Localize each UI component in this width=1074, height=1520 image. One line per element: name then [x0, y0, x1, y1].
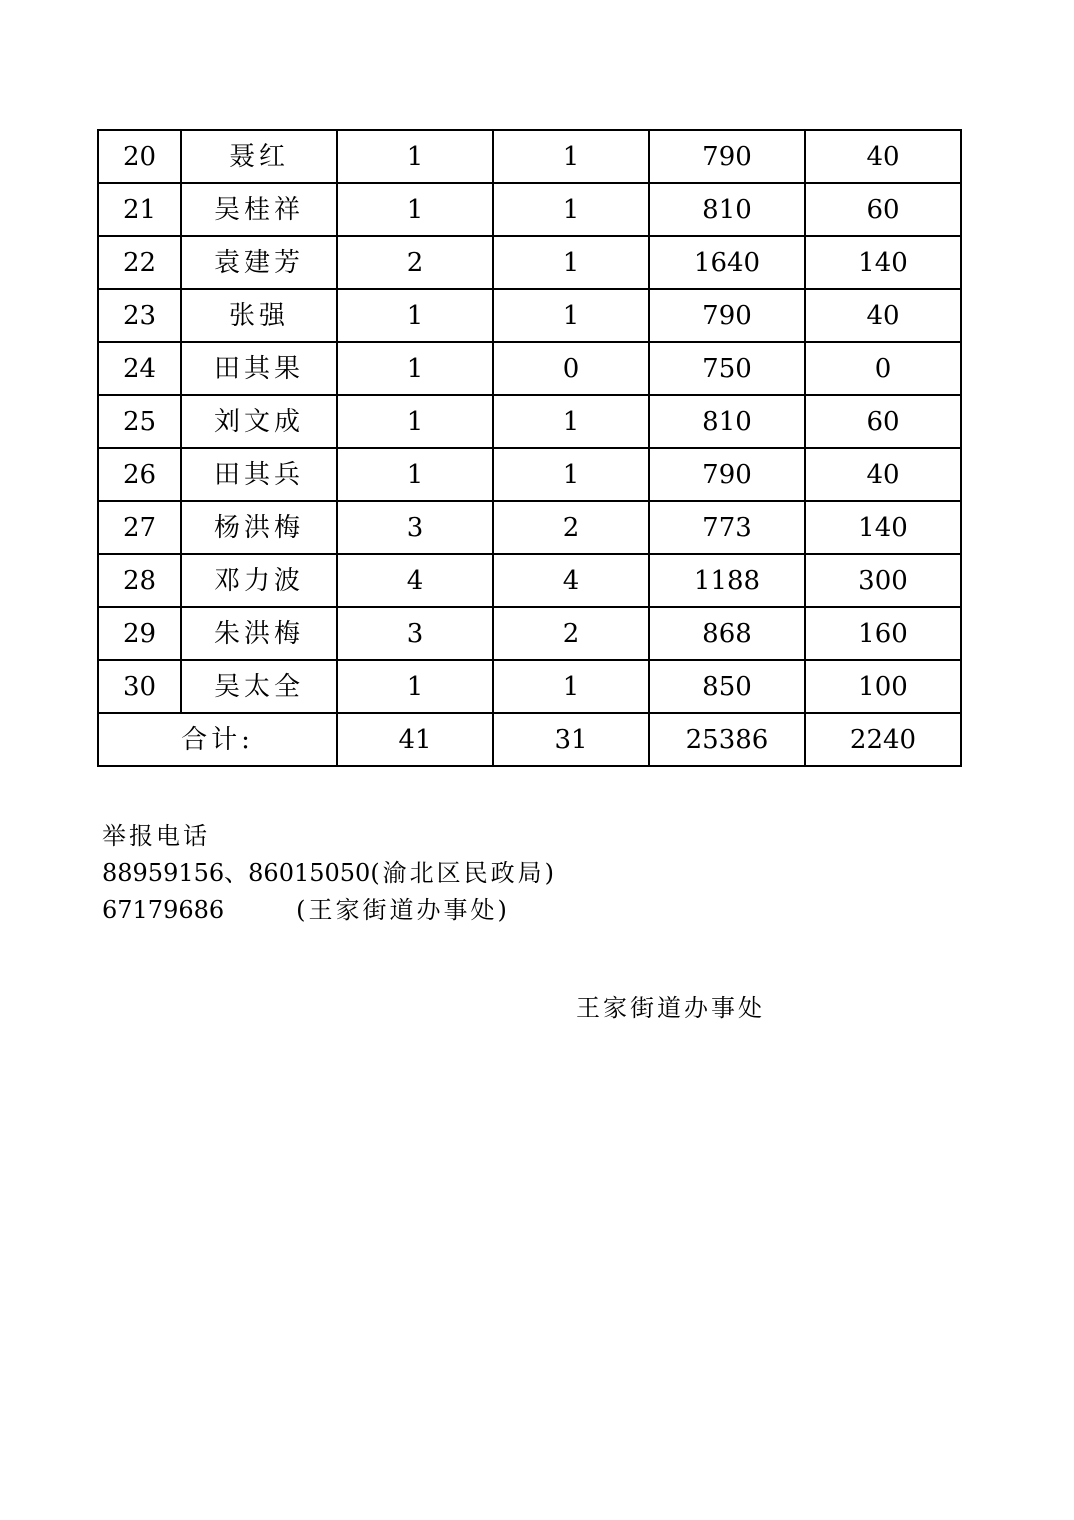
- value-cell-4: 40: [805, 448, 961, 501]
- value-cell-4: 100: [805, 660, 961, 713]
- report-numbers-1: 88959156、86015050: [102, 859, 371, 887]
- name-cell: 田其兵: [181, 448, 337, 501]
- value-cell-2: 2: [493, 607, 649, 660]
- value-cell-4: 40: [805, 130, 961, 183]
- row-number-cell: 20: [98, 130, 181, 183]
- value-cell-2: 2: [493, 501, 649, 554]
- value-cell-3: 790: [649, 289, 805, 342]
- value-cell-3: 790: [649, 130, 805, 183]
- value-cell-1: 1: [337, 660, 493, 713]
- report-line-2: [102, 892, 557, 929]
- value-cell-1: 2: [337, 236, 493, 289]
- row-number-cell: 22: [98, 236, 181, 289]
- value-cell-4: 300: [805, 554, 961, 607]
- value-cell-3: 810: [649, 183, 805, 236]
- name-cell: 刘文成: [181, 395, 337, 448]
- row-number-cell: 23: [98, 289, 181, 342]
- name-cell: 吴太全: [181, 660, 337, 713]
- value-cell-2: 1: [493, 448, 649, 501]
- total-label: 合计:: [98, 713, 337, 766]
- value-cell-1: 1: [337, 342, 493, 395]
- table-row: [98, 289, 961, 342]
- value-cell-2: 1: [493, 289, 649, 342]
- value-cell-3: 850: [649, 660, 805, 713]
- total-c4: 2240: [805, 713, 961, 766]
- table-row: [98, 183, 961, 236]
- value-cell-1: 4: [337, 554, 493, 607]
- value-cell-4: 60: [805, 395, 961, 448]
- value-cell-3: 810: [649, 395, 805, 448]
- assistance-table: [97, 129, 962, 767]
- value-cell-3: 750: [649, 342, 805, 395]
- value-cell-1: 1: [337, 448, 493, 501]
- total-row: [98, 713, 961, 766]
- table-row: [98, 395, 961, 448]
- name-cell: 田其果: [181, 342, 337, 395]
- value-cell-2: 1: [493, 395, 649, 448]
- row-number-cell: 30: [98, 660, 181, 713]
- report-number-2: 67179686: [102, 896, 225, 924]
- report-hotline-section: [102, 818, 557, 929]
- total-c2: 31: [493, 713, 649, 766]
- name-cell: 杨洪梅: [181, 501, 337, 554]
- value-cell-2: 1: [493, 183, 649, 236]
- total-c1: 41: [337, 713, 493, 766]
- name-cell: 朱洪梅: [181, 607, 337, 660]
- value-cell-2: 1: [493, 236, 649, 289]
- name-cell: 袁建芳: [181, 236, 337, 289]
- table-row: [98, 448, 961, 501]
- table-row: [98, 660, 961, 713]
- row-number-cell: 24: [98, 342, 181, 395]
- value-cell-1: 3: [337, 607, 493, 660]
- table-row: [98, 342, 961, 395]
- value-cell-2: 4: [493, 554, 649, 607]
- table-row: [98, 501, 961, 554]
- row-number-cell: 26: [98, 448, 181, 501]
- value-cell-4: 160: [805, 607, 961, 660]
- row-number-cell: 29: [98, 607, 181, 660]
- value-cell-3: 868: [649, 607, 805, 660]
- table-row: [98, 554, 961, 607]
- signature-office: 王家街道办事处: [576, 994, 765, 1022]
- value-cell-4: 0: [805, 342, 961, 395]
- table-row: [98, 236, 961, 289]
- row-number-cell: 28: [98, 554, 181, 607]
- value-cell-1: 1: [337, 289, 493, 342]
- value-cell-3: 790: [649, 448, 805, 501]
- report-org-1: (渝北区民政局): [370, 859, 558, 887]
- value-cell-4: 140: [805, 236, 961, 289]
- value-cell-3: 1188: [649, 554, 805, 607]
- row-number-cell: 21: [98, 183, 181, 236]
- name-cell: 邓力波: [181, 554, 337, 607]
- value-cell-1: 1: [337, 183, 493, 236]
- value-cell-3: 1640: [649, 236, 805, 289]
- value-cell-4: 60: [805, 183, 961, 236]
- row-number-cell: 27: [98, 501, 181, 554]
- table-row: [98, 130, 961, 183]
- name-cell: 张强: [181, 289, 337, 342]
- table-row: [98, 607, 961, 660]
- report-line-1: [102, 855, 557, 892]
- value-cell-1: 3: [337, 501, 493, 554]
- value-cell-4: 40: [805, 289, 961, 342]
- value-cell-2: 1: [493, 130, 649, 183]
- total-c3: 25386: [649, 713, 805, 766]
- row-number-cell: 25: [98, 395, 181, 448]
- value-cell-2: 0: [493, 342, 649, 395]
- report-title: 举报电话: [102, 822, 210, 850]
- name-cell: 聂红: [181, 130, 337, 183]
- value-cell-3: 773: [649, 501, 805, 554]
- value-cell-1: 1: [337, 395, 493, 448]
- value-cell-2: 1: [493, 660, 649, 713]
- value-cell-1: 1: [337, 130, 493, 183]
- table-body: [98, 130, 961, 766]
- report-org-2: (王家街道办事处): [296, 896, 510, 924]
- name-cell: 吴桂祥: [181, 183, 337, 236]
- value-cell-4: 140: [805, 501, 961, 554]
